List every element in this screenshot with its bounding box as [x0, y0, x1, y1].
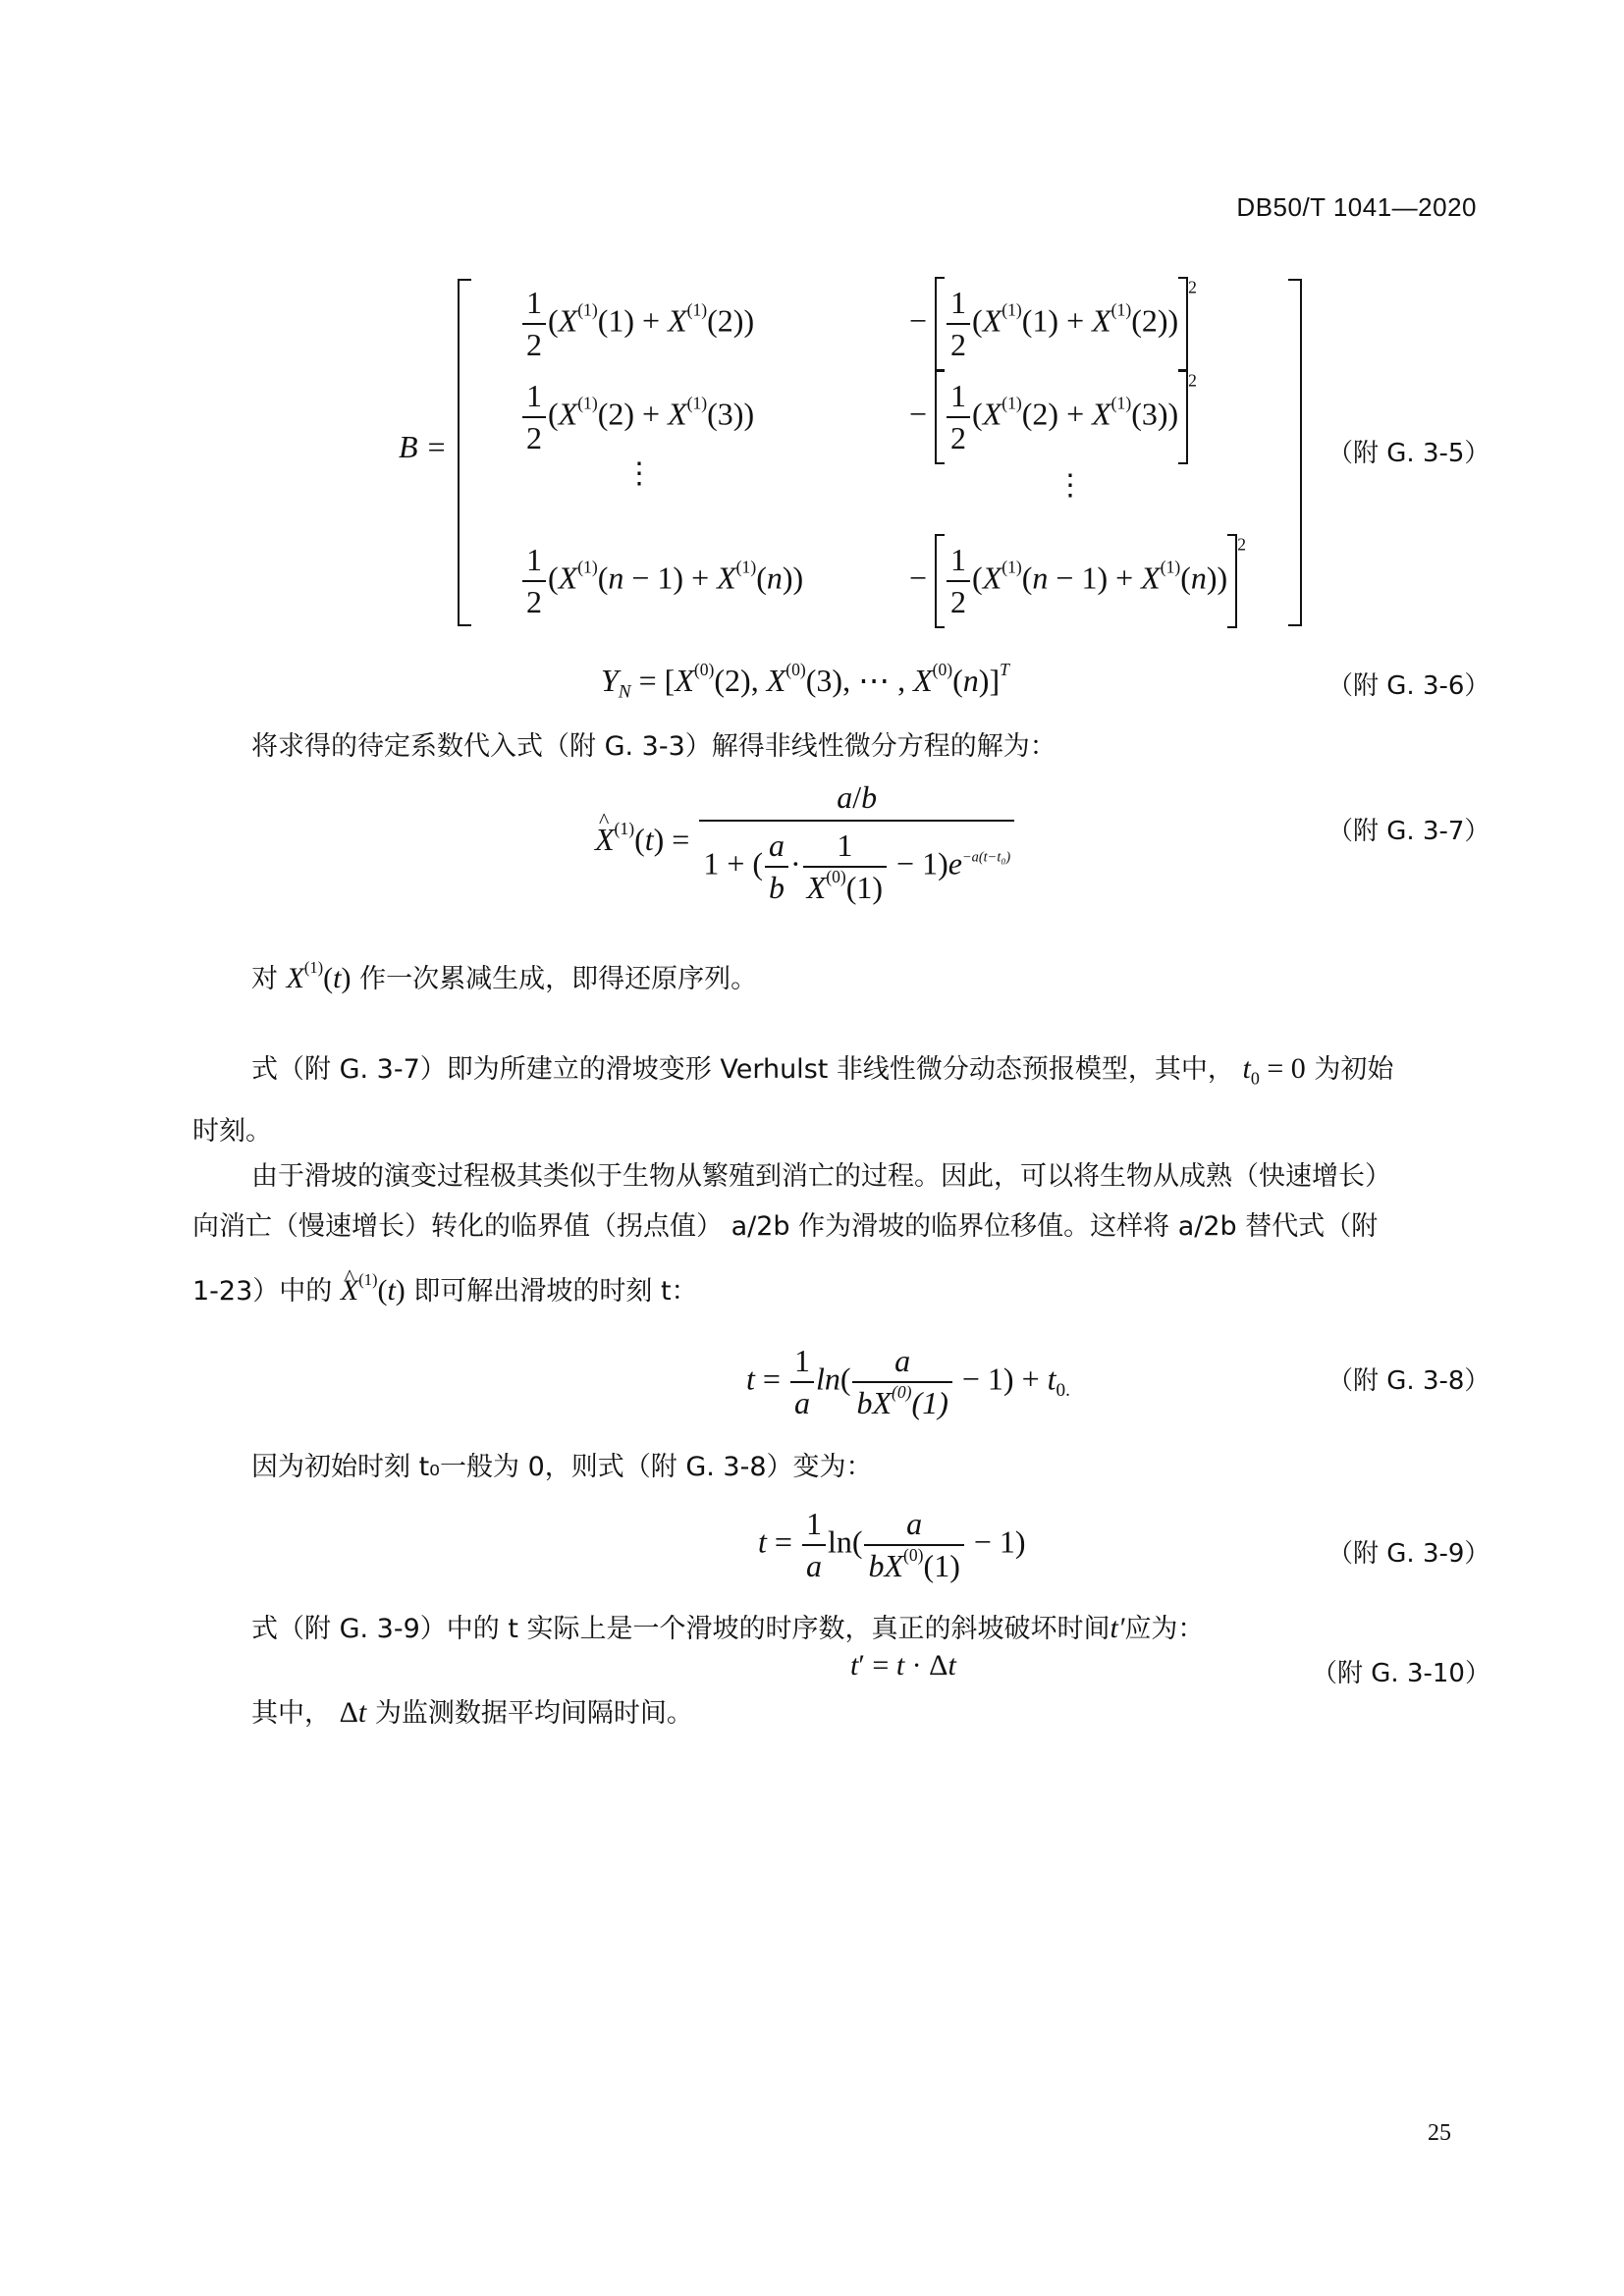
equation-g3-8: t = $\frac{1}{a}$ ln( $\frac{a}{bX^{(0)}(1)}$ − $1) + t_{0.}$ — [746, 1343, 1070, 1420]
equation-label-g3-8: （附 G. 3-8） — [1327, 1366, 1490, 1396]
restore-suffix: 作一次累减生成，即得还原序列。 — [359, 964, 758, 994]
paragraph-critical-line1: 由于滑坡的演变过程极其类似于生物从繁殖到消亡的过程。因此，可以将生物从成熟（快速增长） — [251, 1161, 1391, 1192]
page-number: 25 — [1428, 2120, 1451, 2146]
xhat-symbol: ^ $X^{(1)}(t)$ — [341, 1274, 406, 1307]
paragraph-initial-time: 因为初始时刻 t₀一般为 0，则式（附 G. 3-8）变为： — [251, 1452, 873, 1482]
equation-g3-6: $Y_N = [X^{(0)}(2)$, $X^{(0)}(3)$, ⋯ , $X^{(0)}(n)]^T$ — [601, 660, 1009, 703]
paragraph-critical-line3 — [192, 1266, 698, 1315]
model-line1-prefix: 式（附 G. 3-7）即为所建立的滑坡变形 Verhulst 非线性微分动态预报模型，其中， — [251, 1054, 1234, 1085]
matrix-vdots-c1: ⋮ — [624, 457, 654, 490]
equation-g3-10: t′ = t · Δt — [850, 1649, 956, 1682]
equation-label-g3-6: （附 G. 3-6） — [1327, 671, 1490, 701]
time-series-suffix: 应为： — [1124, 1614, 1205, 1644]
equation-g3-9: t = $\frac{1}{a}$ ln( $\frac{a}{bX^{(0)}(1)}$ − 1) — [758, 1506, 1026, 1583]
delta-t-symbol: Δt — [339, 1696, 367, 1729]
t-prime-symbol: t′ — [1110, 1612, 1125, 1644]
equation-g3-7: ^ $X^{(1)}(t)$ = a/b 1 + ( $\frac{a}{b}$ · $\frac{1}{X^{(0)}(1)}$ − $1)e^{-a(t-t_0)}$ — [595, 779, 1016, 906]
t0-equals-zero: $t_0 = 0$ — [1242, 1052, 1306, 1089]
restore-prefix: 对 — [251, 964, 278, 994]
matrix-r2c1: $\frac{1}{2}$ $(X^{(1)}(2) + X^{(1)}(3))$ — [520, 378, 754, 456]
document-code-header: DB50/T 1041—2020 — [1236, 192, 1477, 222]
critical-line3-prefix: 1-23）中的 — [192, 1276, 333, 1307]
equation-label-g3-5: （附 G. 3-5） — [1327, 439, 1490, 468]
matrix-vdots-c2: ⋮ — [1056, 469, 1085, 502]
time-series-prefix: 式（附 G. 3-9）中的 t 实际上是一个滑坡的时序数，真正的斜坡破坏时间 — [251, 1614, 1110, 1644]
matrix-rnc1: $\frac{1}{2}$ $(X^{(1)}(n - 1) + X^{(1)}(n))$ — [520, 542, 803, 620]
matrix-right-bracket — [1288, 279, 1302, 626]
equation-label-g3-10: （附 G. 3-10） — [1312, 1659, 1490, 1688]
matrix-r1c1: $\frac{1}{2}$ $(X^{(1)}(1) + X^{(1)}(2))$ — [520, 285, 754, 363]
equation-label-g3-9: （附 G. 3-9） — [1327, 1539, 1490, 1569]
paragraph-model-line1 — [251, 1044, 1393, 1094]
matrix-r2c2: − $\frac{1}{2}$ $(X^{(1)}(2) + X^{(1)}(3))^2$ — [909, 370, 1197, 455]
paragraph-solution-intro: 将求得的待定系数代入式（附 G. 3-3）解得非线性微分方程的解为： — [251, 731, 1056, 762]
delta-t-prefix: 其中， — [251, 1698, 331, 1729]
matrix-left-bracket — [458, 279, 471, 626]
model-line1-suffix: 为初始 — [1314, 1054, 1394, 1085]
paragraph-restore-sequence — [251, 954, 757, 1003]
paragraph-critical-line2: 向消亡（慢速增长）转化的临界值（拐点值） a/2b 作为滑坡的临界位移值。这样将 a/2b 替代式（附 — [192, 1211, 1379, 1242]
matrix-rnc2: − $\frac{1}{2}$ $(X^{(1)}(n - 1) + X^{(1)}(n))^2$ — [909, 534, 1246, 619]
restore-symbol: $X^{(1)}(t)$ — [286, 958, 352, 994]
matrix-r1c2: − $\frac{1}{2}$ $(X^{(1)}(1) + X^{(1)}(2))^2$ — [909, 277, 1197, 362]
paragraph-time-series — [251, 1604, 1204, 1653]
paragraph-delta-t — [251, 1688, 693, 1737]
equation-label-g3-7: （附 G. 3-7） — [1327, 817, 1490, 846]
matrix-lhs: B = — [399, 429, 448, 464]
critical-line3-suffix: 即可解出滑坡的时刻 t： — [413, 1276, 698, 1307]
paragraph-model-line2: 时刻。 — [192, 1116, 272, 1147]
delta-t-suffix: 为监测数据平均间隔时间。 — [374, 1698, 693, 1729]
